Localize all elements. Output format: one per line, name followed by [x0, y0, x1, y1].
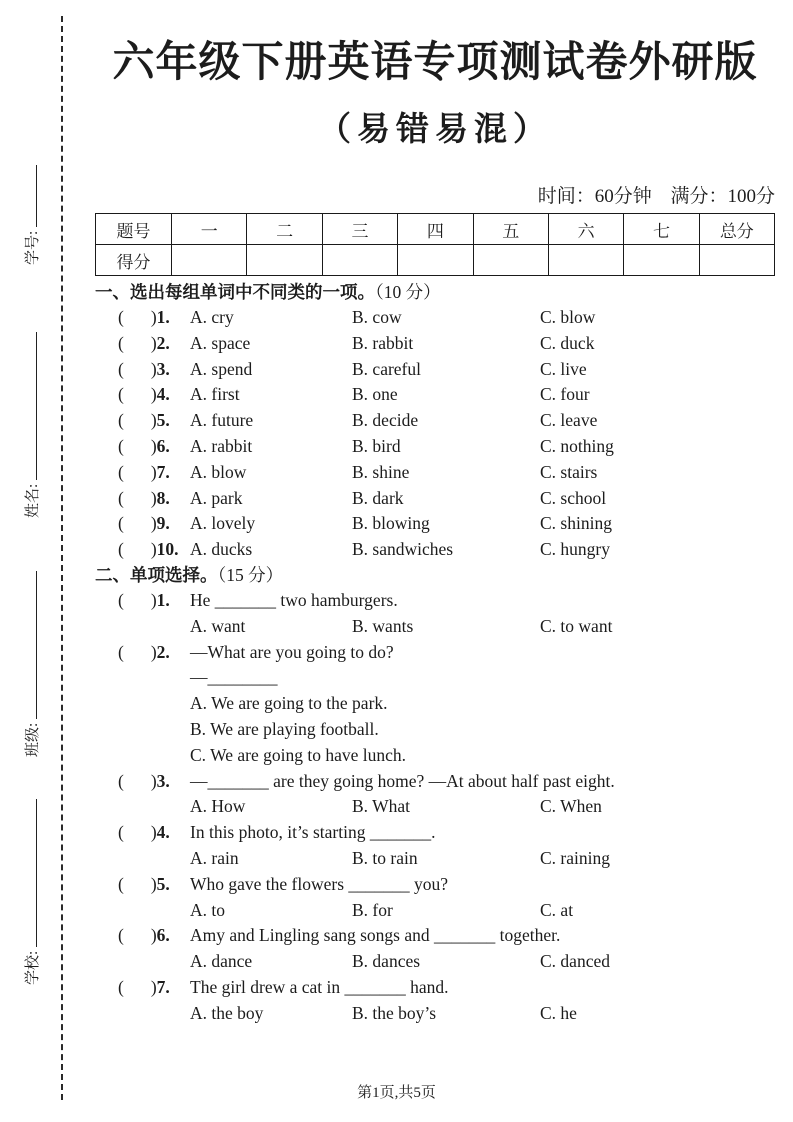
question-row: [95, 434, 775, 460]
sidebar-field-class-blank: [22, 571, 37, 719]
option-a: A. blow: [190, 461, 247, 482]
question-stem: —What are you going to do?: [190, 641, 394, 662]
option-c: C. nothing: [540, 435, 614, 456]
answer-bracket: [95, 872, 190, 898]
sidebar-field-name-blank: [22, 332, 37, 480]
section-word-classification: [95, 279, 775, 563]
answer-bracket: [95, 434, 190, 460]
exam-meta: [95, 184, 775, 210]
question-number: 1.: [156, 590, 170, 610]
question-stem: In this photo, it’s starting _______.: [190, 822, 436, 843]
paren-open: (: [118, 435, 124, 456]
sidebar-field-school-label: 学校:: [25, 950, 41, 985]
question-stem-row: [95, 769, 775, 795]
question-number: 5.: [156, 873, 170, 894]
paren-open: (: [118, 513, 124, 534]
options-row: [190, 794, 775, 820]
option-b: B. dark: [352, 487, 404, 508]
question-row: [95, 382, 775, 408]
question-number: 4.: [156, 822, 170, 843]
question-number: 6.: [156, 925, 170, 946]
question-number: 2.: [156, 332, 170, 353]
paren-open: (: [118, 770, 124, 791]
paren-close: ): [150, 590, 157, 610]
score-cell: [247, 245, 322, 276]
option-b: B. blowing: [352, 513, 430, 534]
score-table-header-cell: 总分: [699, 214, 774, 245]
option-c: C. at: [540, 899, 574, 920]
option-c: C. stairs: [540, 461, 598, 482]
option-a: A. We are going to the park.: [190, 693, 388, 714]
option-b: B. to rain: [352, 847, 418, 868]
answer-bracket: [95, 357, 190, 383]
option-b: B. dances: [352, 951, 421, 972]
option-a: A. the boy: [190, 1002, 264, 1023]
score-table-header-cell: 一: [172, 214, 247, 245]
question-row: [95, 305, 775, 331]
score-cell: [322, 245, 397, 276]
question-block: [95, 975, 775, 1027]
paren-open: (: [118, 641, 124, 662]
paren-open: (: [118, 410, 124, 431]
paren-open: (: [118, 822, 124, 843]
section2-questions: [95, 588, 775, 1027]
paren-open: (: [118, 590, 124, 610]
question-row: [95, 511, 775, 537]
question-block: [95, 820, 775, 872]
paren-close: ): [150, 435, 157, 456]
answer-bracket: [95, 923, 190, 949]
option-b: B. wants: [352, 615, 414, 636]
option-c: C. duck: [540, 332, 595, 353]
score-table-header-row: [96, 214, 775, 245]
answer-bracket: [95, 305, 190, 331]
option-a: A. dance: [190, 951, 253, 972]
answer-bracket: [95, 537, 190, 563]
option-c: C. four: [540, 384, 590, 405]
paren-close: ): [150, 410, 157, 431]
option-b: B. one: [352, 384, 398, 405]
page-subtitle: （易错易混）: [318, 112, 552, 148]
question-stem: He _______ two hamburgers.: [190, 590, 398, 610]
question-number: 2.: [156, 641, 170, 662]
option-c: C. live: [540, 358, 587, 379]
paren-open: (: [118, 332, 124, 353]
question-row: [95, 460, 775, 486]
option-a: A. cry: [190, 307, 234, 327]
answer-bracket: [95, 975, 190, 1001]
sidebar-field-student-number-blank: [22, 165, 37, 227]
question-number: 3.: [156, 358, 170, 379]
time-limit-label: 时间：60分钟: [537, 186, 652, 207]
option-a: A. to: [190, 899, 225, 920]
question-stem: Amy and Lingling sang songs and _______ together.: [190, 925, 561, 946]
score-table-header-cell: 二: [247, 214, 322, 245]
paren-close: ): [150, 873, 157, 894]
option-a: A. rabbit: [190, 435, 253, 456]
question-row: [95, 486, 775, 512]
paren-open: (: [118, 461, 124, 482]
full-score-label: 满分：100分: [670, 186, 775, 207]
page-number: 第1页,共5页: [357, 1085, 436, 1101]
option-c: C. blow: [540, 307, 596, 327]
option-c: C. he: [540, 1002, 577, 1023]
score-table-header-cell: 五: [473, 214, 548, 245]
sidebar-field-student-number: [22, 165, 43, 265]
option-c: C. to want: [540, 615, 613, 636]
option-c: C. hungry: [540, 539, 610, 560]
question-stem-row: [95, 588, 775, 614]
sidebar-field-name-label: 姓名:: [25, 483, 41, 518]
question-row: [95, 357, 775, 383]
question-stem: The girl drew a cat in _______ hand.: [190, 976, 449, 997]
option-a: A. space: [190, 332, 251, 353]
question-row: [95, 331, 775, 357]
sidebar-field-class-label: 班级:: [25, 722, 41, 757]
score-cell: [548, 245, 623, 276]
paren-close: ): [150, 539, 157, 560]
paren-close: ): [150, 822, 157, 843]
options-row: [190, 846, 775, 872]
options-row: [190, 898, 775, 924]
question-number: 6.: [156, 435, 170, 456]
question-stem-row: [95, 640, 775, 666]
score-table-header-cell: 四: [398, 214, 473, 245]
question-stem: —_______ are they going home? —At about half past eight.: [190, 770, 615, 791]
option-b: B. cow: [352, 307, 402, 327]
score-cell: [624, 245, 699, 276]
score-table-header-cell: 题号: [96, 214, 172, 245]
score-table-score-row: [96, 245, 775, 276]
paren-open: (: [118, 487, 124, 508]
option-c: C. raining: [540, 847, 610, 868]
section1-questions: [95, 305, 775, 563]
option-b: B. careful: [352, 358, 421, 379]
option-b: B. for: [352, 899, 393, 920]
section1-heading: [95, 279, 775, 305]
answer-bracket: [95, 769, 190, 795]
score-cell: [172, 245, 247, 276]
seal-line: [61, 16, 63, 1100]
question-number: 3.: [156, 770, 170, 791]
question-number: 5.: [156, 410, 170, 431]
paren-open: (: [118, 384, 124, 405]
sidebar-field-school: [22, 799, 43, 985]
section-multiple-choice: [95, 562, 775, 1027]
options-row: [190, 1001, 775, 1027]
section2-heading: [95, 562, 775, 588]
paren-close: ): [150, 358, 157, 379]
options-row: [190, 949, 775, 975]
score-table-header-cell: 六: [548, 214, 623, 245]
answer-bracket: [95, 382, 190, 408]
question-stem-row: [95, 872, 775, 898]
question-number: 10.: [156, 539, 179, 560]
paren-open: (: [118, 307, 124, 327]
question-block: [95, 588, 775, 640]
option-b: B. rabbit: [352, 332, 414, 353]
paren-open: (: [118, 976, 124, 997]
paren-open: (: [118, 925, 124, 946]
score-cell: [699, 245, 774, 276]
paren-close: ): [150, 487, 157, 508]
option-c: C. danced: [540, 951, 610, 972]
answer-bracket: [95, 820, 190, 846]
answer-bracket: [95, 511, 190, 537]
paren-open: (: [118, 539, 124, 560]
paren-close: ): [150, 641, 157, 662]
question-number: 8.: [156, 487, 170, 508]
option-a: A. park: [190, 487, 243, 508]
option-c: C. shining: [540, 513, 612, 534]
page-title: 六年级下册英语专项测试卷外研版: [112, 40, 758, 86]
score-cell: [473, 245, 548, 276]
answer-bracket: [95, 460, 190, 486]
paren-close: ): [150, 461, 157, 482]
sidebar-field-school-blank: [22, 799, 37, 947]
section1-heading-text: 一、选出每组单词中不同类的一项。: [95, 282, 375, 302]
option-a: A. lovely: [190, 513, 256, 534]
option-c: C. When: [540, 796, 602, 817]
question-row: [95, 408, 775, 434]
option-a: A. ducks: [190, 539, 253, 560]
sidebar-field-name: [22, 332, 43, 518]
option-b: B. sandwiches: [352, 539, 454, 560]
option-c: C. school: [540, 487, 607, 508]
option-a: A. future: [190, 410, 254, 431]
question-block: [95, 923, 775, 975]
paren-close: ): [150, 976, 157, 997]
paren-close: ): [150, 384, 157, 405]
score-table-header-cell: 三: [322, 214, 397, 245]
question-stem-row: [95, 820, 775, 846]
paren-close: ): [150, 307, 157, 327]
question-stem: Who gave the flowers _______ you?: [190, 873, 449, 894]
option-b: B. We are playing football.: [190, 718, 379, 739]
score-table: [95, 213, 775, 276]
question-number: 9.: [156, 513, 170, 534]
paren-close: ): [150, 332, 157, 353]
option-b: B. decide: [352, 410, 419, 431]
paren-open: (: [118, 873, 124, 894]
question-stem-row: [95, 975, 775, 1001]
option-b: B. shine: [352, 461, 410, 482]
question-stem-line: —________: [190, 667, 278, 688]
option-a: A. want: [190, 615, 246, 636]
question-block: [95, 640, 775, 769]
question-number: 7.: [156, 976, 170, 997]
option-b: B. bird: [352, 435, 401, 456]
score-row-label: 得分: [96, 245, 172, 276]
sidebar-field-class: [22, 571, 43, 757]
option-c: C. We are going to have lunch.: [190, 744, 406, 765]
answer-bracket: [95, 331, 190, 357]
paren-close: ): [150, 925, 157, 946]
section2-heading-text: 二、单项选择。: [95, 565, 218, 585]
question-block: [95, 769, 775, 821]
question-number: 7.: [156, 461, 170, 482]
option-b: B. What: [352, 796, 411, 817]
score-cell: [398, 245, 473, 276]
paren-close: ): [150, 513, 157, 534]
question-number: 1.: [156, 307, 170, 327]
question-block: [95, 872, 775, 924]
answer-bracket: [95, 588, 190, 614]
option-a: A. first: [190, 384, 240, 405]
answer-bracket: [95, 640, 190, 666]
option-b: B. the boy’s: [352, 1002, 437, 1023]
answer-bracket: [95, 486, 190, 512]
question-row: [95, 537, 775, 563]
option-a: A. rain: [190, 847, 239, 868]
score-table-header-cell: 七: [624, 214, 699, 245]
paren-open: (: [118, 358, 124, 379]
paren-close: ): [150, 770, 157, 791]
question-stem-row: [95, 923, 775, 949]
question-number: 4.: [156, 384, 170, 405]
option-c: C. leave: [540, 410, 598, 431]
option-a: A. spend: [190, 358, 253, 379]
section1-score: （10 分）: [375, 282, 441, 302]
option-a: A. How: [190, 796, 246, 817]
options-row: [190, 614, 775, 640]
sidebar-field-student-number-label: 学号:: [25, 230, 41, 265]
section2-score: （15 分）: [217, 565, 284, 585]
answer-bracket: [95, 408, 190, 434]
